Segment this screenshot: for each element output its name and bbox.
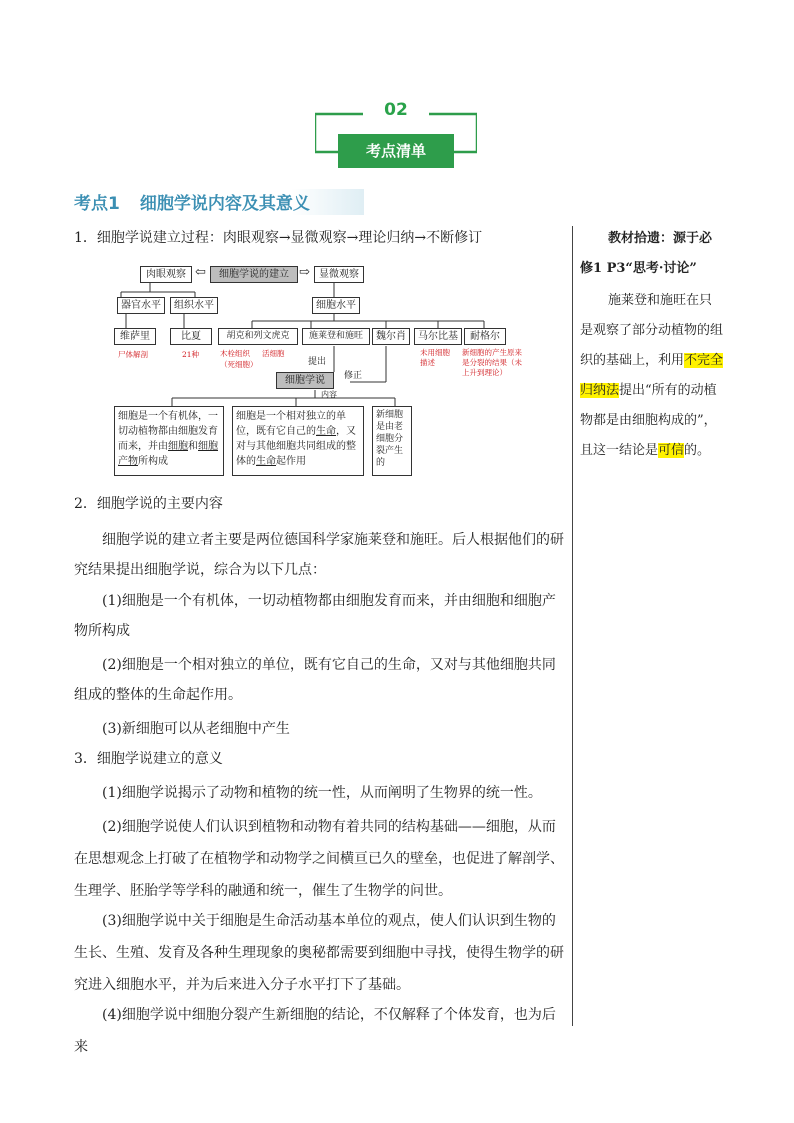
item3-title: 3．细胞学说建立的意义: [74, 751, 223, 767]
bichat-box: 比夏: [170, 328, 212, 345]
content-2-b: ，又对与其他细胞共同组成的整体的: [236, 426, 356, 467]
cell-level-box: 细胞水平: [312, 297, 360, 314]
theory-box: 细胞学说: [276, 372, 334, 389]
header-number: 02: [370, 100, 422, 120]
virchow-box: 魏尔肖: [372, 328, 410, 345]
cell-theory-diagram: [112, 262, 532, 482]
schleiden-box: 施莱登和施旺: [302, 328, 370, 345]
sidebar-text-b: 提出“所有的动植物都是由细胞构成的”，且这一结论是: [580, 383, 717, 458]
hooke-note-3: 活细胞: [262, 349, 285, 358]
content-box-3: 新细胞是由老细胞分裂产生的: [372, 406, 412, 476]
item3-point-1: (1)细胞学说揭示了动物和植物的统一性，从而阐明了生物界的统一性。: [102, 785, 542, 801]
sidebar-highlight-1: 不完全归纳法: [580, 353, 724, 398]
sidebar-source: 教材拾遗：源于必修1 P3“思考·讨论”: [580, 231, 713, 276]
nageli-box: 耐格尔: [464, 328, 506, 345]
content-2-underline-1: 生命: [316, 426, 336, 437]
sidebar-divider: [572, 226, 573, 1026]
content-1-underline-1: 细胞: [168, 441, 188, 452]
tissue-level-box: 组织水平: [170, 297, 218, 314]
content-2-a: 细胞是一个相对独立的单位，既有它自己的: [236, 411, 346, 437]
sidebar-text: [580, 286, 724, 466]
naked-eye-box: 肉眼观察: [140, 266, 192, 283]
content-2-underline-2: 生命: [256, 456, 276, 467]
item3-point-3: (3)细胞学说中关于细胞是生命活动基本单位的观点，使人们认识到生物的生长、生殖、发育及各种生理现象的奥秘都需要到细胞中寻找，使得生物学的研究进入细胞水平，并为后来进入分子水平打下了基础。: [74, 913, 564, 993]
organ-level-box: 器官水平: [117, 297, 165, 314]
content-1-b: 和: [188, 441, 198, 452]
arrow-left-icon: ⇦: [195, 265, 206, 280]
correct-label: 修正: [344, 371, 363, 381]
propose-label: 提出: [308, 357, 327, 367]
content-1-c: 所构成: [138, 456, 168, 467]
establish-box: 细胞学说的建立: [210, 266, 298, 283]
sidebar-highlight-2: 可信: [658, 443, 685, 458]
item2-point-1: (1)细胞是一个有机体，一切动植物都由细胞发育而来，并由细胞和细胞产物所构成: [74, 593, 556, 639]
hooke-box: 胡克和列文虎克: [218, 328, 298, 345]
header-label: 考点清单: [338, 134, 454, 168]
content-1-underline-2: 细胞产物: [118, 441, 218, 467]
item2-intro: 细胞学说的建立者主要是两位德国科学家施莱登和施旺。后人根据他们的研究结果提出细胞学说，综合为以下几点：: [74, 532, 564, 578]
section-heading: [74, 189, 364, 215]
item3-point-4: (4)细胞学说中细胞分裂产生新细胞的结论，不仅解释了个体发育，也为后来: [74, 1007, 556, 1055]
item2-point-2: (2)细胞是一个相对独立的单位，既有它自己的生命，又对与其他细胞共同组成的整体的生命起作用。: [74, 657, 556, 703]
sidebar-text-c: 的。: [684, 443, 711, 458]
malpighi-box: 马尔比基: [414, 328, 462, 345]
content-1-a: 细胞是一个有机体，一切动植物都由细胞发育而来，并由: [118, 411, 218, 452]
content-2-c: 起作用: [276, 456, 306, 467]
item3-point-2: (2)细胞学说使人们认识到植物和动物有着共同的结构基础——细胞，从而在思想观念上打破了在植物学和动物学之间横亘已久的壁垒，也促进了解剖学、生理学、胚胎学等学科的融通和统一，催生了生物学的问世。: [74, 819, 564, 899]
vesalius-note: 尸体解剖: [118, 350, 148, 359]
malpighi-note: 未用细胞描述: [420, 348, 450, 367]
section-title: 细胞学说内容及其意义: [139, 194, 310, 214]
vesalius-box: 维萨里: [114, 328, 156, 345]
content-box-1: [114, 406, 224, 476]
item2-point-3: (3)新细胞可以从老细胞中产生: [102, 721, 290, 737]
bichat-note: 21种: [182, 350, 200, 359]
section-prefix: 考点1: [74, 194, 120, 214]
nageli-note: 新细胞的产生原来是分裂的结果（未上升到理论）: [462, 348, 522, 377]
hooke-note-1: 木栓组织: [220, 349, 250, 358]
sidebar-text-a: 施莱登和施旺在只是观察了部分动植物的组织的基础上，利用: [580, 293, 724, 368]
content-label: 内容: [321, 390, 337, 399]
hooke-note-2: （死细胞）: [220, 360, 258, 369]
microscope-box: 显微观察: [314, 266, 364, 283]
content-box-2: [232, 406, 364, 476]
arrow-right-icon: ⇨: [299, 265, 310, 280]
item2-title: 2．细胞学说的主要内容: [74, 496, 223, 512]
item1-title: 1．细胞学说建立过程：肉眼观察→显微观察→理论归纳→不断修订: [74, 230, 483, 246]
